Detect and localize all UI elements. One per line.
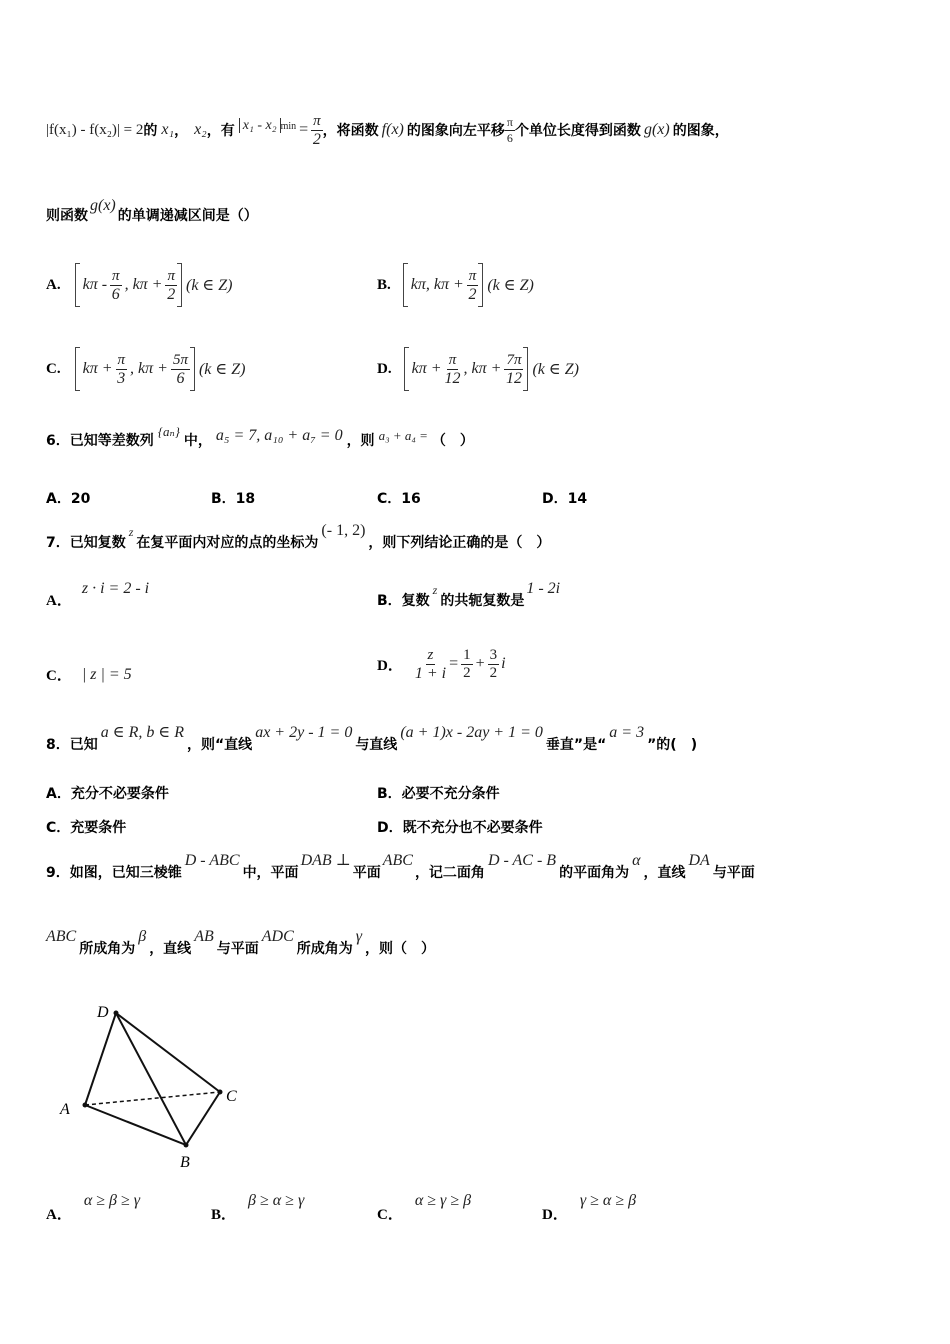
- q6-stem: 6．已知等差数列 {aₙ} 中， a₅ = 7, a₁₀ + a₇ = 0 ，则 a₃ + a₄ = （ ）: [46, 424, 474, 449]
- pyramid-figure: [50, 995, 260, 1175]
- vertex-label-d: D: [97, 1004, 109, 1021]
- q8-option-a[interactable]: A．充分不必要条件: [46, 786, 169, 802]
- q7-stem: 7．已知复数 z 在复平面内对应的点的坐标为 (- 1, 2) ，则下列结论正确的是（ ）: [46, 522, 551, 551]
- q5-option-a[interactable]: A. kπ - $\frac{\pi}{6}$ , kπ + $\frac{\pi}{2}$ (k ∈ Z): [46, 262, 233, 308]
- q6-option-b[interactable]: B．18: [211, 491, 256, 507]
- q5-line1: |f(x₁) - f(x₂)| = 2 的 x₁ ， x₂ ，有 x₁ - x₂ min = $\frac{\pi}{2}$ ，将函数 f(x) 的图象向左平移 $\frac{\pi}{6}$ 个单位长度得到函数 g(x) 的图象，: [46, 112, 729, 148]
- edge-ab: [85, 1105, 186, 1145]
- vertex-label-c: C: [226, 1088, 237, 1105]
- vertex-label-a: A: [60, 1101, 70, 1118]
- q9-option-c[interactable]: C． α ≥ γ ≥ β: [377, 1192, 472, 1223]
- q5-min-expr: x₁ - x₂ min: [239, 114, 296, 134]
- vertex-label-b: B: [180, 1154, 190, 1171]
- q6-option-d[interactable]: D．14: [542, 491, 588, 507]
- q9-stem-line1: 9．如图，已知三棱锥 D - ABC 中，平面 DAB ⊥ 平面 ABC ，记二面角 D - AC - B 的平面角为 α ，直线 DA 与平面: [46, 852, 755, 881]
- q5-option-b[interactable]: B. kπ, kπ + $\frac{\pi}{2}$ (k ∈ Z): [377, 262, 534, 308]
- q8-option-c[interactable]: C．充要条件: [46, 820, 127, 836]
- q5-pi-over-6: $\frac{\pi}{6}$: [506, 114, 513, 145]
- q5-pi-over-2: $\frac{\pi}{2}$: [312, 112, 321, 148]
- edge-db: [116, 1013, 186, 1145]
- q5-option-d[interactable]: D. kπ + $\frac{\pi}{12}$ , kπ + $\frac{7\pi}{12}$ (k ∈ Z): [377, 346, 579, 392]
- edge-da: [85, 1013, 116, 1105]
- q8-stem: 8．已知 a ∈ R, b ∈ R ，则“直线 ax + 2y - 1 = 0 与直线 (a + 1)x - 2ay + 1 = 0 垂直”是“ a = 3 ”的( ): [46, 724, 698, 753]
- q5-abs-condition: |f(x₁) - f(x₂)| = 2: [46, 121, 144, 138]
- edge-bc: [186, 1092, 220, 1145]
- q7-option-c[interactable]: C． | z | = 5: [46, 665, 132, 684]
- q9-option-d[interactable]: D． γ ≥ α ≥ β: [542, 1192, 637, 1223]
- q5-line2: 则函数 g(x) 的单调递减区间是（）: [46, 197, 258, 224]
- q9-option-b[interactable]: B． β ≥ α ≥ γ: [211, 1192, 305, 1223]
- q8-option-d[interactable]: D．既不充分也不必要条件: [377, 820, 543, 836]
- q7-option-b[interactable]: B．复数 z 的共轭复数是 1 - 2i: [377, 580, 561, 609]
- q7-option-a[interactable]: A． z · i = 2 - i: [46, 580, 150, 609]
- q8-option-b[interactable]: B．必要不充分条件: [377, 786, 500, 802]
- q5-option-c[interactable]: C. kπ + $\frac{\pi}{3}$ , kπ + $\frac{5\pi}{6}$ (k ∈ Z): [46, 346, 245, 392]
- q9-option-a[interactable]: A． α ≥ β ≥ γ: [46, 1192, 141, 1223]
- edge-dc: [116, 1013, 220, 1092]
- edge-ac-hidden: [85, 1092, 220, 1105]
- q6-option-a[interactable]: A．20: [46, 491, 91, 507]
- q7-option-d[interactable]: D． $\frac{z}{1 + i}$ = $\frac{1}{2}$ + $\frac{3}{2}$ i: [377, 646, 506, 682]
- q6-option-c[interactable]: C．16: [377, 491, 421, 507]
- q9-stem-line2: ABC 所成角为 β ，直线 AB 与平面 ADC 所成角为 γ ，则（ ）: [46, 928, 436, 957]
